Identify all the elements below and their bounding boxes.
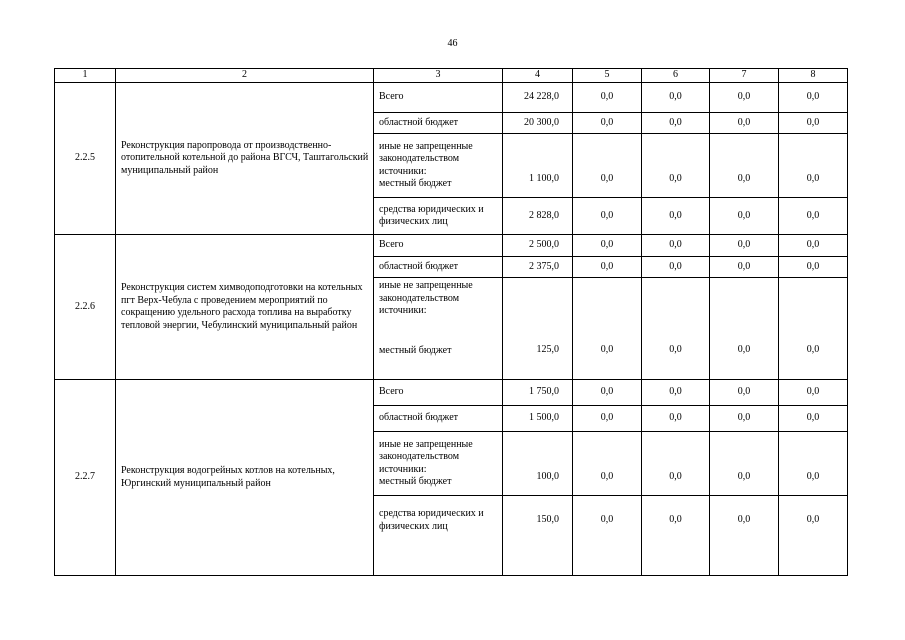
value-cell: 0,0: [710, 257, 779, 278]
value-cell: 0,0: [710, 278, 779, 380]
value-cell: 0,0: [573, 83, 642, 113]
value-cell: 0,0: [710, 235, 779, 257]
source-local-label: местный бюджет: [379, 344, 452, 356]
value-cell: 125,0: [503, 278, 573, 380]
value-cell: 0,0: [779, 278, 848, 380]
source-local-label: местный бюджет: [379, 476, 452, 487]
header-cell: 5: [573, 69, 642, 83]
value-cell: 0,0: [642, 496, 710, 576]
source-other-label: иные не запрещенные законодательством источники:: [379, 438, 473, 475]
value-cell: 0,0: [642, 198, 710, 235]
value-cell: 0,0: [642, 278, 710, 380]
value-cell: 0,0: [779, 432, 848, 496]
value-cell: 0,0: [642, 432, 710, 496]
source-label: областной бюджет: [374, 257, 503, 278]
value-cell: 0,0: [573, 113, 642, 134]
item-code: 2.2.6: [55, 235, 116, 380]
value-cell: 0,0: [573, 380, 642, 406]
value-cell: 0,0: [642, 380, 710, 406]
item-name: Реконструкция систем химводоподготовки на котельных пгт Верх-Чебула с проведением мероприятий по сокращению удельного расхода топлива на выработку тепловой энергии, Чебулинский муниципальный район: [116, 235, 374, 380]
value-cell: 0,0: [779, 406, 848, 432]
value-cell: 1 500,0: [503, 406, 573, 432]
value-cell: 0,0: [573, 278, 642, 380]
value-cell: 1 750,0: [503, 380, 573, 406]
value-cell: 0,0: [573, 257, 642, 278]
value-cell: 0,0: [573, 406, 642, 432]
value-cell: 0,0: [779, 134, 848, 198]
source-other-label: иные не запрещенные законодательством источники:: [379, 140, 473, 177]
value-cell: 0,0: [710, 432, 779, 496]
source-label: [374, 278, 503, 380]
value-cell: 1 100,0: [503, 134, 573, 198]
header-cell: 1: [55, 69, 116, 83]
value-cell: 20 300,0: [503, 113, 573, 134]
source-label: [374, 432, 503, 496]
value-cell: 0,0: [573, 496, 642, 576]
source-local-label: местный бюджет: [379, 178, 452, 189]
value-cell: 0,0: [779, 198, 848, 235]
header-cell: 8: [779, 69, 848, 83]
source-label: областной бюджет: [374, 406, 503, 432]
value-cell: 2 375,0: [503, 257, 573, 278]
value-cell: 0,0: [642, 134, 710, 198]
value-cell: 0,0: [779, 257, 848, 278]
value-cell: 2 500,0: [503, 235, 573, 257]
table-row: [55, 83, 848, 113]
header-row: [55, 69, 848, 83]
value-cell: 0,0: [779, 496, 848, 576]
value-cell: 0,0: [779, 380, 848, 406]
page-number: 46: [447, 38, 458, 49]
header-cell: 3: [374, 69, 503, 83]
header-cell: 4: [503, 69, 573, 83]
value-cell: 0,0: [642, 113, 710, 134]
value-cell: 0,0: [642, 83, 710, 113]
source-label: Всего: [374, 83, 503, 113]
table-row: [55, 380, 848, 406]
value-cell: 0,0: [779, 83, 848, 113]
value-cell: 0,0: [710, 380, 779, 406]
source-label: областной бюджет: [374, 113, 503, 134]
source-label: [374, 134, 503, 198]
value-cell: 0,0: [573, 432, 642, 496]
item-code: 2.2.7: [55, 380, 116, 576]
value-cell: 0,0: [710, 198, 779, 235]
value-cell: 0,0: [573, 198, 642, 235]
value-cell: 2 828,0: [503, 198, 573, 235]
value-cell: 0,0: [710, 406, 779, 432]
source-label: Всего: [374, 380, 503, 406]
value-cell: 0,0: [710, 83, 779, 113]
table-row: [55, 235, 848, 257]
item-name: Реконструкция паропровода от производственно-отопительной котельной до района ВГСЧ, Таштагольский муниципальный район: [116, 83, 374, 235]
source-other-label: иные не запрещенные законодательством источники:: [379, 280, 473, 316]
value-cell: 0,0: [642, 406, 710, 432]
value-cell: 0,0: [573, 134, 642, 198]
item-name: Реконструкция водогрейных котлов на котельных, Юргинский муниципальный район: [116, 380, 374, 576]
value-cell: 0,0: [710, 496, 779, 576]
value-cell: 24 228,0: [503, 83, 573, 113]
item-code: 2.2.5: [55, 83, 116, 235]
header-cell: 2: [116, 69, 374, 83]
value-cell: 0,0: [779, 235, 848, 257]
value-cell: 0,0: [642, 235, 710, 257]
header-cell: 6: [642, 69, 710, 83]
header-cell: 7: [710, 69, 779, 83]
value-cell: 150,0: [503, 496, 573, 576]
value-cell: 0,0: [642, 257, 710, 278]
value-cell: 0,0: [710, 134, 779, 198]
value-cell: 0,0: [573, 235, 642, 257]
value-cell: 0,0: [710, 113, 779, 134]
source-label: средства юридических и физических лиц: [374, 496, 503, 576]
value-cell: 100,0: [503, 432, 573, 496]
source-label: Всего: [374, 235, 503, 257]
funding-table: [54, 68, 848, 576]
value-cell: 0,0: [779, 113, 848, 134]
source-label: средства юридических и физических лиц: [374, 198, 503, 235]
